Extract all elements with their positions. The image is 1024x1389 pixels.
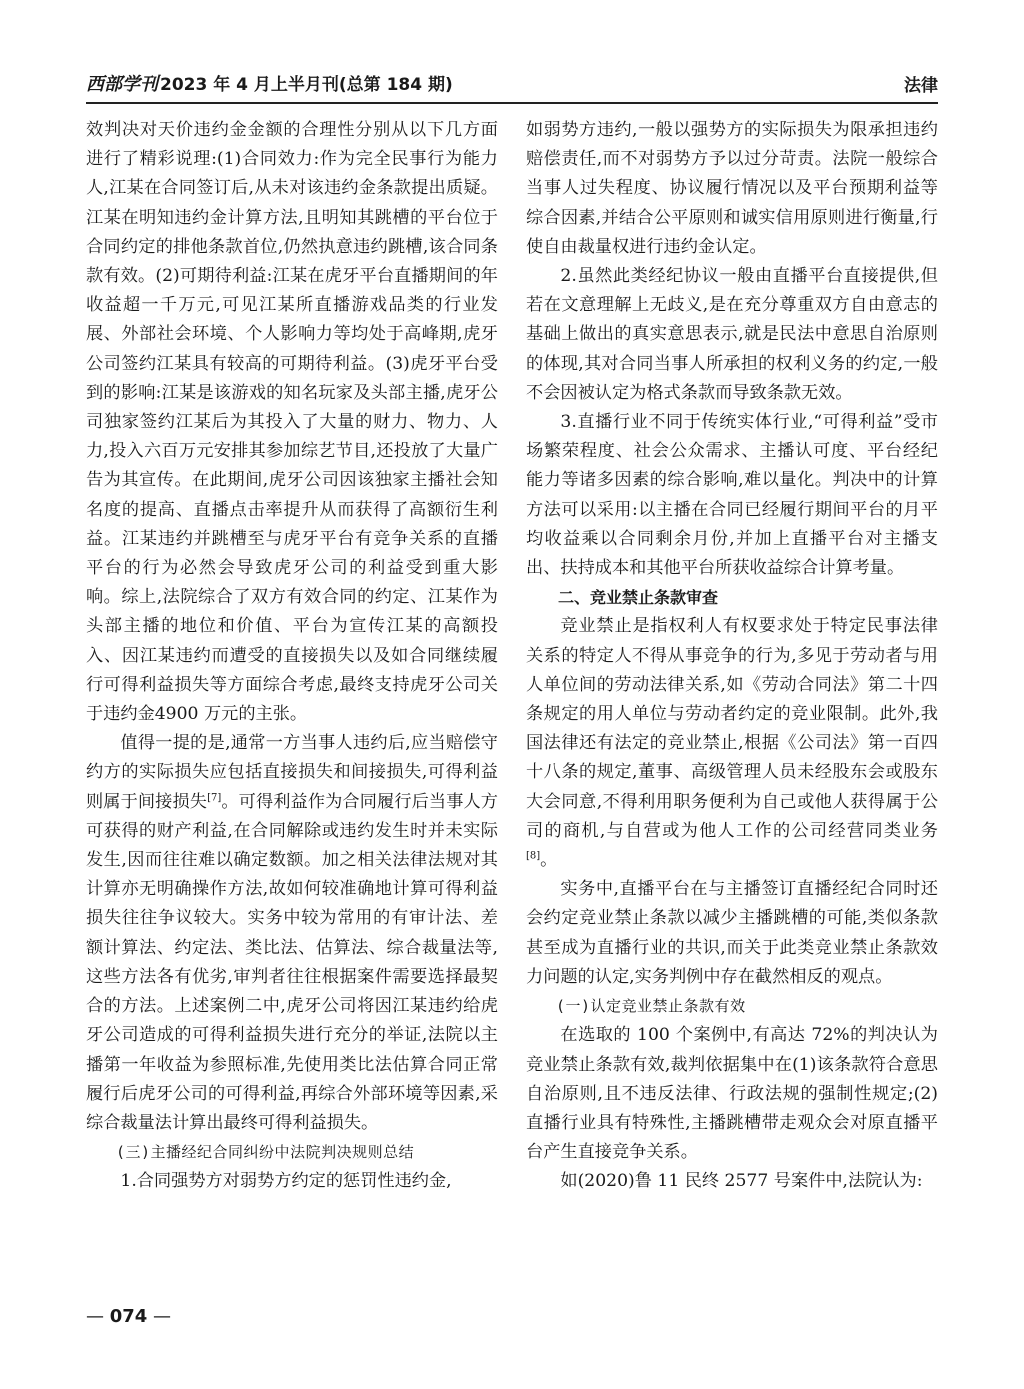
paragraph-text: 2.虽然此类经纪协议一般由直播平台直接提供,但若在文意理解上无歧义,是在充分尊重双方自由意志的基础上做出的真实意思表示,就是民法中意思自治原则的体现,其对合同当事人所承担的权利义务的约定,一般不会因被认定为格式条款而导致条款无效。 bbox=[526, 266, 938, 403]
citation-ref: [8] bbox=[526, 850, 541, 862]
paragraph-text: 实务中,直播平台在与主播签订直播经纪合同时还会约定竞业禁止条款以减少主播跳槽的可能,类似条款甚至成为直播行业的共识,而关于此类竞业禁止条款效力问题的认定,实务判例中存在截然相反的观点。 bbox=[526, 879, 938, 987]
paragraph-text: 效判决对天价违约金金额的合理性分别从以下几方面进行了精彩说理:(1)合同效力:作为完全民事行为能力人,江某在合同签订后,从未对该违约金条款提出质疑。江某在明知违约金计算方法,且明知其跳槽的平台位于合同约定的排他条款首位,仍然执意违约跳槽,该合同条款有效。(2)可期待利益:江某在虎牙平台直播期间的年收益超一千万元,可见江某所直播游戏品类的行业发展、外部社会环境、个人影响力等均处于高峰期,虎牙公司签约江某具有较高的可期待利益。(3)虎牙平台受到的影响:江某是该游戏的知名玩家及头部主播,虎牙公司独家签约江某后为其投入了大量的财力、物力、人力,投入六百万元安排其参加综艺节目,还投放了大量广告为其宣传。在此期间,虎牙公司因该独家主播社会知名度的提高、直播点击率提升从而获得了高额衍生利益。江某违约并跳槽至与虎牙平台有竞争关系的直播平台的行为必然会导致虎牙公司的利益受到重大影响。综上,法院综合了双方有效合同的约定、江某作为头部主播的地位和价值、平台为宣传江某的高额投入、因江某违约而遭受的直接损失以及如合同继续履行可得利益损失等方面综合考虑,最终支持虎牙公司关于违约金4900 万元的主张。 bbox=[86, 120, 498, 725]
paragraph-text: 3.直播行业不同于传统实体行业,“可得利益”受市场繁荣程度、社会公众需求、主播认可度、平台经纪能力等诸多因素的综合影响,难以量化。判决中的计算方法可以采用:以主播在合同已经履行期间平台的月平均收益乘以合同剩余月份,并加上直播平台对主播支出、扶持成本和其他平台所获收益综合计算考量。 bbox=[526, 412, 938, 579]
right-column bbox=[526, 116, 938, 1197]
paragraph bbox=[526, 1021, 938, 1167]
header-journal-issue bbox=[86, 70, 453, 96]
paragraph bbox=[526, 408, 938, 583]
article-body bbox=[86, 116, 938, 1306]
paragraph bbox=[526, 1167, 938, 1196]
paragraph bbox=[86, 1167, 498, 1196]
paragraph bbox=[86, 729, 498, 1138]
journal-logo: 西部学刊 bbox=[86, 74, 158, 95]
paragraph-text: 值得一提的是,通常一方当事人违约后,应当赔偿守约方的实际损失应包括直接损失和间接损失,可得利益则属于间接损失 bbox=[86, 733, 498, 812]
subsection-heading: (三)主播经纪合同纠纷中法院判决规则总结 bbox=[116, 1143, 415, 1162]
footer-dash-right: — bbox=[147, 1306, 172, 1327]
section-label: 法律 bbox=[904, 76, 938, 96]
citation-ref: [7] bbox=[207, 791, 222, 803]
paragraph-text-continued: 。可得利益作为合同履行后当事人方可获得的财产利益,在合同解除或违约发生时并未实际发生,因而往往难以确定数额。加之相关法律法规对其计算亦无明确操作方法,故如何较准确地计算可得利益损失往往争议较大。实务中较为常用的有审计法、差额计算法、约定法、类比法、估算法、综合裁量法等,这些方法各有优劣,审判者往往根据案件需要选择最契合的方法。上述案例二中,虎牙公司将因江某违约给虎牙公司造成的可得利益损失进行充分的举证,法院以主播第一年收益为参照标准,先使用类比法估算合同正常履行后虎牙公司的可得利益,再综合外部环境等因素,采综合裁量法计算出最终可得利益损失。 bbox=[86, 791, 498, 1133]
running-header bbox=[86, 68, 938, 104]
paragraph-text-continued: 。 bbox=[540, 850, 558, 871]
paragraph-text: 在选取的 100 个案例中,有高达 72%的判决认为竞业禁止条款有效,裁判依据集中在(1)该条款符合意思自治原则,且不违反法律、行政法规的强制性规定;(2)直播行业具有特殊性,主播跳槽带走观众会对原直播平台产生直接竞争关系。 bbox=[526, 1025, 938, 1163]
paragraph bbox=[86, 116, 498, 729]
footer-dash-left: — bbox=[86, 1306, 110, 1327]
subsection-heading: (一)认定竞业禁止条款有效 bbox=[556, 997, 746, 1016]
paragraph bbox=[526, 262, 938, 408]
paragraph bbox=[526, 875, 938, 992]
paragraph bbox=[526, 612, 938, 875]
paragraph-text: 如(2020)鲁 11 民终 2577 号案件中,法院认为: bbox=[560, 1171, 923, 1192]
page-number: 074 bbox=[109, 1306, 148, 1327]
paragraph-text: 竞业禁止是指权利人有权要求处于特定民事法律关系的特定人不得从事竞争的行为,多见于劳动者与用人单位间的劳动法律关系,如《劳动合同法》第二十四条规定的用人单位与劳动者约定的竞业限制。此外,我国法律还有法定的竞业禁止,根据《公司法》第一百四十八条的规定,董事、高级管理人员未经股东会或股东大会同意,不得利用职务便利为自己或他人获得属于公司的商机,与自营或为他人工作的公司经营同类业务 bbox=[526, 616, 938, 841]
paragraph-text: 1.合同强势方对弱势方约定的惩罚性违约金, bbox=[120, 1171, 452, 1192]
paragraph-text: 如弱势方违约,一般以强势方的实际损失为限承担违约赔偿责任,而不对弱势方予以过分苛责。法院一般综合当事人过失程度、协议履行情况以及平台预期利益等综合因素,并结合公平原则和诚实信用原则进行衡量,行使自由裁量权进行违约金认定。 bbox=[526, 120, 938, 257]
section-heading: 二、竞业禁止条款审查 bbox=[558, 588, 719, 608]
paragraph bbox=[526, 116, 938, 262]
left-column bbox=[86, 116, 498, 1197]
page-footer bbox=[86, 1306, 171, 1327]
issue-label: 2023 年 4 月上半月刊(总第 184 期) bbox=[160, 75, 453, 95]
